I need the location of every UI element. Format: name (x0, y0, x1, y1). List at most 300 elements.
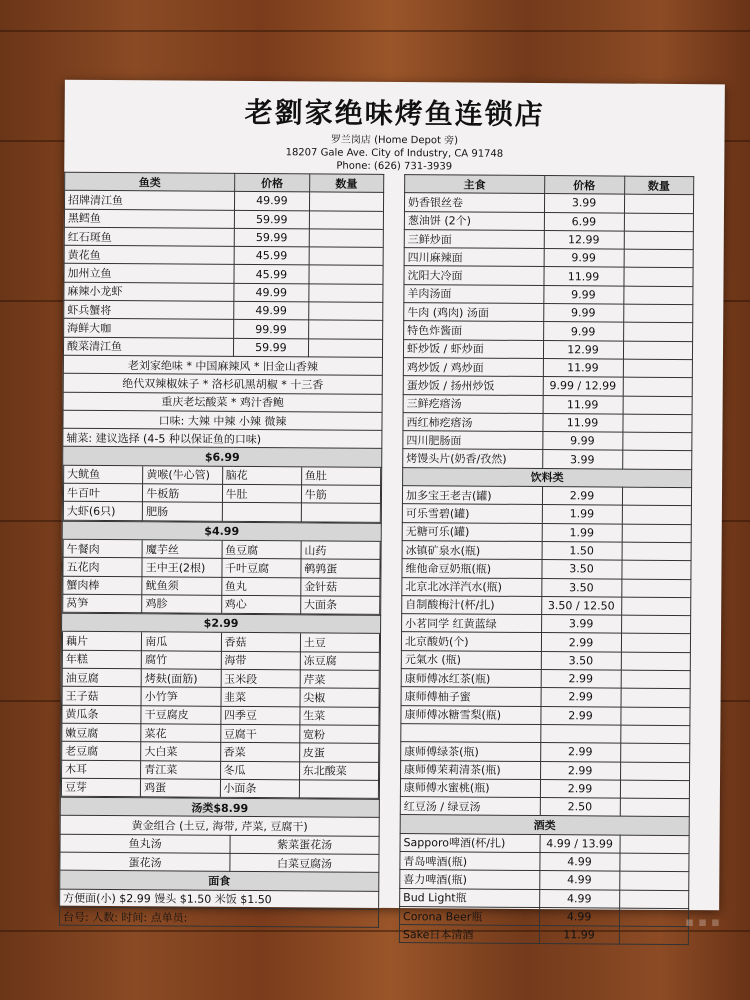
drink-row (401, 687, 690, 707)
noodle-title: 面食 (60, 870, 379, 891)
side-item: 嫩豆腐 (62, 723, 141, 742)
drink-qty (620, 780, 690, 799)
fish-name: 黑鳕鱼 (64, 209, 234, 228)
alcohol-qty (619, 890, 689, 909)
drink-price: 1.99 (542, 523, 622, 542)
staple-row (404, 193, 693, 213)
side-item: 千叶豆腐 (221, 559, 300, 578)
drink-name: 康师傅水蜜桃(瓶) (400, 778, 540, 797)
drink-name: 维他命豆奶瓶(瓶) (402, 559, 542, 578)
staples-header-row (405, 175, 694, 195)
drink-price: 2.99 (540, 779, 620, 798)
drink-qty (622, 524, 692, 543)
drink-qty (621, 615, 691, 634)
side-price-header: $2.99 (62, 613, 381, 634)
side-item: 香菜 (220, 743, 299, 762)
drink-qty (621, 579, 691, 598)
side-item-row (62, 668, 379, 689)
staple-price: 6.99 (544, 212, 624, 231)
side-item-row (62, 650, 379, 671)
alcohol-title: 酒类 (400, 815, 689, 835)
side-item: 王子菇 (62, 687, 141, 706)
soup-row (60, 834, 379, 855)
drink-price: 2.99 (541, 633, 621, 652)
staple-name: 四川肥肠面 (403, 431, 543, 450)
fish-qty (309, 265, 384, 284)
side-item-row (62, 741, 379, 762)
drink-row (402, 595, 691, 615)
alcohol-row (400, 870, 689, 890)
side-item: 蟹肉棒 (63, 576, 142, 595)
side-item-row (62, 723, 379, 744)
staple-name: 蛋炒饭 / 扬州炒饭 (403, 376, 543, 395)
drink-price: 2.50 (540, 798, 620, 817)
fish-qty (309, 211, 384, 230)
side-item: 豆芽 (61, 778, 140, 797)
drink-qty (620, 707, 690, 726)
side-grid-cell (60, 632, 380, 800)
fish-row (64, 191, 383, 212)
drink-row (401, 723, 690, 743)
fish-row (64, 227, 383, 248)
staple-row (403, 376, 692, 396)
side-item (299, 780, 378, 799)
drink-name: 康师傅柚子蜜 (401, 687, 541, 706)
drink-qty (620, 762, 690, 781)
fish-name: 酸菜清江鱼 (63, 337, 233, 356)
drink-name: 无糖可乐(罐) (402, 522, 542, 541)
staple-row (404, 211, 693, 231)
side-item: 小面条 (220, 779, 299, 798)
staples-header-cell: 数量 (624, 176, 694, 195)
side-item: 干豆腐皮 (141, 705, 220, 724)
drink-name: 康师傅绿茶(瓶) (401, 742, 541, 761)
drink-row (402, 504, 691, 524)
side-item: 韭菜 (221, 688, 300, 707)
side-item: 腐竹 (142, 650, 221, 669)
alcohol-row (399, 925, 688, 945)
side-item: 鱿鱼须 (142, 576, 221, 595)
staple-row (403, 449, 692, 469)
staple-row (403, 394, 692, 414)
fish-row (64, 209, 383, 230)
alcohol-name: Sapporo啤酒(杯/扎) (400, 833, 540, 852)
drink-price: 3.99 (541, 615, 621, 634)
side-item-row (61, 778, 378, 799)
staple-qty (623, 341, 693, 360)
side-item: 鱼丸 (221, 577, 300, 596)
restaurant-title: 老劉家绝味烤鱼连锁店 (244, 95, 545, 132)
fish-price: 59.99 (234, 338, 309, 357)
drink-price: 2.99 (540, 761, 620, 780)
fish-name: 加州立鱼 (64, 264, 234, 283)
staple-name: 烤馒头片(奶香/孜然) (403, 449, 543, 468)
alcohol-price: 4.99 (539, 871, 619, 890)
side-grid-row (62, 539, 382, 615)
drink-qty (620, 725, 690, 744)
drink-price: 1.50 (542, 541, 622, 560)
drink-name (401, 723, 541, 742)
flavor-list: 绝代双辣椒妹子 * 洛杉矶黑胡椒 * 十三香 (63, 373, 382, 394)
side-item: 牛板筋 (143, 484, 222, 503)
staple-name: 鸡炒饭 / 鸡炒面 (403, 358, 543, 377)
staple-row (404, 284, 693, 304)
staple-name: 三鲜疙瘩汤 (403, 394, 543, 413)
side-item: 肥肠 (143, 502, 222, 521)
staple-name: 葱油饼 (2个) (404, 211, 544, 230)
alcohol-name: 喜力啤酒(瓶) (400, 870, 540, 889)
side-item: 尖椒 (300, 688, 379, 707)
address: 18207 Gale Ave. City of Industry, CA 91748 (285, 147, 504, 160)
staple-qty (624, 213, 694, 232)
staple-price: 12.99 (544, 230, 624, 249)
drink-price: 3.50 (541, 578, 621, 597)
side-price-row (62, 613, 381, 634)
soup-item: 蛋花汤 (60, 852, 230, 871)
right-menu-table (399, 174, 694, 945)
flavor-row (63, 373, 382, 394)
alcohol-header-row (400, 815, 689, 835)
drink-row (401, 760, 690, 780)
staple-row (404, 229, 693, 249)
soup-item: 紫菜蛋花汤 (230, 835, 379, 854)
soup-combo-row (60, 816, 379, 837)
alcohol-row (400, 833, 689, 853)
side-item-row (63, 502, 380, 523)
drink-qty (621, 560, 691, 579)
side-item: 脑花 (222, 467, 301, 485)
drink-price: 2.99 (541, 670, 621, 689)
side-item: 宽粉 (300, 725, 379, 744)
drink-price: 2.99 (542, 487, 622, 506)
side-item: 鸡蛋 (141, 779, 220, 798)
side-item: 牛百叶 (63, 483, 142, 502)
drink-row (401, 669, 690, 689)
staple-qty (623, 304, 693, 323)
staple-name: 虾炒饭 / 虾炒面 (403, 339, 543, 358)
side-item-row (63, 540, 380, 560)
fish-row (64, 282, 383, 303)
side-item: 芹菜 (300, 670, 379, 689)
drink-name: 可乐雪碧(罐) (402, 504, 542, 523)
spice-levels: 口味: 大辣 中辣 小辣 微辣 (63, 410, 382, 431)
drink-name: 康师傅冰红茶(瓶) (401, 669, 541, 688)
staple-row (403, 339, 692, 359)
side-item-row (64, 465, 381, 485)
drink-row (400, 778, 689, 798)
fish-price: 49.99 (235, 192, 310, 211)
fish-header-cell: 鱼类 (65, 172, 235, 191)
fish-price: 59.99 (234, 210, 309, 229)
side-item: 海带 (221, 651, 300, 670)
fish-header-row (65, 172, 384, 193)
alcohol-price: 4.99 / 13.99 (540, 834, 620, 853)
alcohol-qty (620, 835, 690, 854)
drink-row (400, 797, 689, 817)
left-menu-table (59, 172, 384, 928)
side-item: 大虾(6只) (63, 502, 142, 521)
side-item: 大鱿鱼 (64, 465, 143, 483)
side-item: 皮蛋 (299, 743, 378, 762)
side-item: 黄瓜条 (62, 705, 141, 724)
fish-row (64, 319, 383, 340)
sides-499-table (62, 540, 381, 615)
staple-qty (623, 268, 693, 287)
side-item: 牛肚 (222, 484, 301, 503)
drink-row (401, 742, 690, 762)
side-item: 黄喉(牛心管) (143, 466, 222, 484)
sides-699-table (63, 465, 381, 522)
fish-price: 49.99 (234, 301, 309, 320)
soup-combo: 黄金组合 (土豆, 海带, 芹菜, 豆腐干) (60, 816, 379, 837)
drink-price: 2.99 (540, 743, 620, 762)
staple-row (404, 321, 693, 341)
soup-header-row (60, 797, 379, 818)
fish-row (63, 337, 382, 358)
side-item: 大白菜 (141, 742, 220, 761)
fish-price: 45.99 (234, 265, 309, 284)
side-item: 玉米段 (221, 669, 300, 688)
fish-qty (308, 339, 383, 358)
staple-qty (622, 432, 692, 451)
side-item: 南瓜 (142, 633, 221, 651)
alcohol-row (400, 888, 689, 908)
drink-row (402, 541, 691, 561)
branch-name: 罗兰岗店 (Home Depot 旁) (330, 134, 459, 147)
footer-row (59, 907, 378, 928)
staple-name: 四川麻辣面 (404, 248, 544, 267)
side-item: 菜花 (141, 724, 220, 743)
drink-price: 3.50 (541, 651, 621, 670)
drink-row (402, 577, 691, 597)
fish-price: 99.99 (234, 320, 309, 339)
staple-price: 9.99 (544, 249, 624, 268)
side-item: 午餐肉 (63, 540, 142, 558)
fish-qty (308, 302, 383, 321)
fish-price: 45.99 (234, 247, 309, 266)
flavor-list: 老刘家绝味 * 中国麻辣风 * 旧金山香辣 (63, 355, 382, 376)
staple-price: 9.99 (543, 304, 623, 323)
drink-name: 北京酸奶(个) (401, 632, 541, 651)
side-grid-cell (62, 465, 381, 523)
staple-qty (623, 359, 693, 378)
staple-price: 3.99 (542, 450, 622, 469)
fish-header-cell: 价格 (235, 173, 310, 192)
fish-price: 59.99 (234, 228, 309, 247)
side-item-row (62, 632, 379, 652)
side-item-row (62, 705, 379, 726)
drink-row (401, 705, 690, 725)
fish-name: 黄花鱼 (64, 245, 234, 264)
side-item: 莴笋 (63, 594, 142, 613)
drink-price: 3.50 / 12.50 (541, 596, 621, 615)
side-item: 烤麸(面筋) (141, 669, 220, 688)
drink-price: 2.99 (541, 688, 621, 707)
fish-row (64, 300, 383, 321)
fish-row (64, 245, 383, 266)
side-price-row (62, 521, 381, 542)
alcohol-price: 4.99 (539, 907, 619, 926)
drink-price (540, 724, 620, 743)
staple-price: 11.99 (543, 359, 623, 378)
phone: Phone: (626) 731-3939 (336, 160, 453, 173)
side-item: 油豆腐 (62, 668, 141, 687)
alcohol-name: Corona Beer瓶 (400, 906, 540, 925)
alcohol-price: 11.99 (539, 926, 619, 945)
staple-qty (623, 396, 693, 415)
side-item: 山药 (301, 541, 380, 559)
side-item: 老豆腐 (62, 741, 141, 760)
staple-price: 9.99 (542, 432, 622, 451)
alcohol-name: Bud Light瓶 (400, 888, 540, 907)
noodle-header-row (60, 870, 379, 891)
staple-name: 羊肉汤面 (404, 284, 544, 303)
side-item-row (63, 557, 380, 578)
side-item: 小竹笋 (141, 687, 220, 706)
side-item: 藕片 (62, 632, 141, 650)
drink-row (401, 650, 690, 670)
staple-row (403, 412, 692, 432)
staple-price: 9.99 / 12.99 (543, 377, 623, 396)
drink-qty (621, 597, 691, 616)
drink-name: 红豆汤 / 绿豆汤 (400, 797, 540, 816)
drink-qty (620, 798, 690, 817)
drink-price: 1.99 (542, 505, 622, 524)
soup-row (60, 852, 379, 873)
side-item-row (63, 594, 380, 615)
menu-sheet (59, 80, 725, 942)
drinks-header-row (403, 467, 692, 487)
side-item: 魔芋丝 (142, 540, 221, 558)
drink-name: 小茗同学 红黄蓝绿 (402, 614, 542, 633)
staple-name: 特色炸酱面 (404, 321, 544, 340)
staple-price: 11.99 (543, 413, 623, 432)
drink-name: 冰镇矿泉水(瓶) (402, 541, 542, 560)
side-item: 鸡心 (221, 595, 300, 614)
drink-qty (620, 743, 690, 762)
side-item-row (62, 687, 379, 708)
noodle-row (60, 889, 379, 910)
fish-price: 49.99 (234, 283, 309, 302)
side-item: 四季豆 (220, 706, 299, 725)
fish-name: 红石斑鱼 (64, 227, 234, 246)
order-info: 台号: 人数: 时间: 点单员: (59, 907, 378, 928)
drink-row (402, 522, 691, 542)
drink-name: 北京北冰洋汽水(瓶) (402, 577, 542, 596)
fish-name: 虾兵蟹将 (64, 300, 234, 319)
staple-price: 11.99 (543, 395, 623, 414)
staples-header-cell: 价格 (544, 176, 624, 195)
staple-price: 12.99 (543, 340, 623, 359)
fish-row (64, 264, 383, 285)
drink-name: 加多宝王老吉(罐) (402, 486, 542, 505)
drink-qty (621, 634, 691, 653)
drink-qty (621, 652, 691, 671)
staple-qty (623, 377, 693, 396)
drink-name: 康师傅茉莉清茶(瓶) (401, 760, 541, 779)
staple-row (403, 431, 692, 451)
side-item-row (63, 483, 380, 504)
drink-row (402, 486, 691, 506)
staple-qty (622, 414, 692, 433)
side-item: 青江菜 (141, 760, 220, 779)
staple-price: 9.99 (543, 285, 623, 304)
drink-price: 3.50 (542, 560, 622, 579)
side-item: 鱼豆腐 (222, 541, 301, 559)
side-item: 王中王(2根) (142, 558, 221, 577)
fish-qty (308, 284, 383, 303)
staples-header-cell: 主食 (405, 175, 545, 194)
side-item: 鱼肚 (301, 467, 380, 485)
alcohol-price: 4.99 (539, 853, 619, 872)
drink-qty (621, 688, 691, 707)
staple-price: 9.99 (543, 322, 623, 341)
alcohol-qty (619, 908, 689, 927)
side-item (301, 503, 380, 522)
side-item: 豆腐干 (220, 724, 299, 743)
drink-row (402, 614, 691, 634)
alcohol-name: Sake日本清酒 (399, 925, 539, 944)
flavor-row (63, 355, 382, 376)
drink-qty (622, 505, 692, 524)
fish-qty (308, 320, 383, 339)
fish-header-cell: 数量 (309, 174, 384, 193)
side-item: 年糕 (62, 650, 141, 669)
staple-row (403, 358, 692, 378)
staple-qty (624, 194, 694, 213)
spice-row (63, 410, 382, 431)
side-item: 金针菇 (301, 577, 380, 596)
drinks-title: 饮料类 (403, 467, 692, 487)
side-item: 冬瓜 (220, 761, 299, 780)
staple-price: 3.99 (544, 194, 624, 213)
drink-row (402, 559, 691, 579)
staple-qty (624, 249, 694, 268)
soup-item: 白菜豆腐汤 (230, 853, 379, 872)
staple-row (404, 303, 693, 323)
staple-name: 奶香银丝卷 (404, 193, 544, 212)
side-item: 鸡胗 (142, 595, 221, 614)
side-grid-cell (62, 539, 382, 615)
flavor-list: 重庆老坛酸菜 * 鸡汁香鲍 (63, 392, 382, 413)
staple-name: 沈阳大冷面 (404, 266, 544, 285)
side-item: 大面条 (300, 596, 379, 615)
sides-note-row (63, 428, 382, 449)
fish-name: 海鲜大咖 (64, 319, 234, 338)
drink-name: 元氣水 (瓶) (401, 650, 541, 669)
side-grid-row (60, 632, 380, 800)
side-item: 东北酸菜 (299, 761, 378, 780)
drink-qty (622, 542, 692, 561)
side-item: 鹌鹑蛋 (301, 559, 380, 578)
staple-qty (624, 231, 694, 250)
drink-name: 康师傅冰糖雪梨(瓶) (401, 705, 541, 724)
side-item: 冻豆腐 (300, 652, 379, 671)
alcohol-qty (619, 853, 689, 872)
fish-qty (309, 247, 384, 266)
side-item: 牛筋 (301, 485, 380, 504)
staple-name: 西红柿疙瘩汤 (403, 412, 543, 431)
drink-name: 自制酸梅汁(杯/扎) (402, 595, 542, 614)
soup-title: 汤类$8.99 (60, 797, 379, 818)
side-item (222, 503, 301, 522)
watermark: ▪ ▪ ▪ (685, 915, 720, 930)
sides-299-table (61, 632, 380, 799)
alcohol-qty (619, 926, 689, 945)
side-grid-row (62, 465, 381, 523)
noodle-items: 方便面(小) $2.99 馒头 $1.50 米饭 $1.50 (60, 889, 379, 910)
alcohol-row (400, 906, 689, 926)
